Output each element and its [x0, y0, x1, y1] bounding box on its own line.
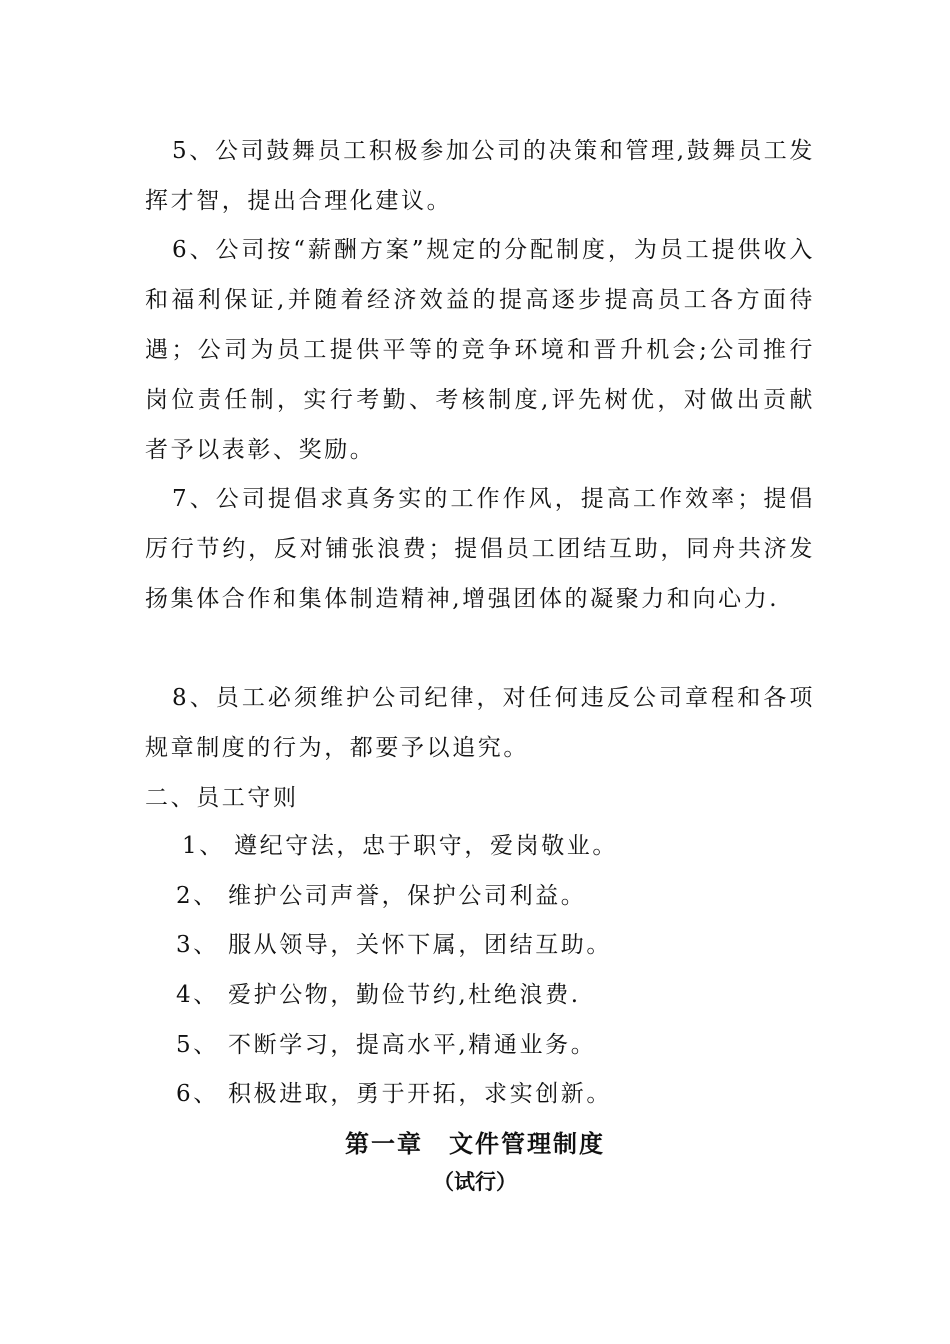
paragraph-item-6: 6、公司按“薪酬方案”规定的分配制度，为员工提供收入和福利保证,并随着经济效益的提高逐步提高员工各方面待遇；公司为员工提供平等的竞争环境和晋升机会;公司推行岗位责任制，实行考勤、考核制度,评先树优，对做出贡献者予以表彰、奖励。 [145, 237, 815, 463]
rule-number: 2、 [176, 883, 219, 909]
section-heading-employee-rules: 二、员工守则 [145, 785, 299, 811]
rule-number: 5、 [176, 1032, 219, 1058]
rule-text: 不断学习，提高水平,精通业务。 [228, 1032, 597, 1058]
rule-number: 6、 [176, 1081, 219, 1107]
rule-item-2 [176, 876, 586, 916]
rule-text: 服从领导，关怀下属，团结互助。 [228, 932, 612, 958]
rule-item-1 [182, 826, 618, 866]
rule-text: 遵纪守法，忠于职守，爱岗敬业。 [234, 833, 618, 859]
rule-text: 积极进取，勇于开拓，求实创新。 [228, 1081, 612, 1107]
chapter-title: 第一章 文件管理制度 [345, 1130, 605, 1158]
paragraph-item-8: 8、员工必须维护公司纪律，对任何违反公司章程和各项规章制度的行为，都要予以追究。 [145, 685, 815, 761]
rule-item-4 [176, 975, 581, 1015]
rule-item-3 [176, 925, 612, 965]
rule-number: 4、 [176, 982, 219, 1008]
rule-item-6 [176, 1074, 612, 1114]
paragraph-item-7: 7、公司提倡求真务实的工作作风，提高工作效率；提倡厉行节约，反对铺张浪费；提倡员工团结互助，同舟共济发扬集体合作和集体制造精神,增强团体的凝聚力和向心力. [145, 486, 815, 612]
chapter-subtitle: （试行） [433, 1170, 517, 1194]
rule-text: 爱护公物，勤俭节约,杜绝浪费. [228, 982, 581, 1008]
rule-number: 1、 [182, 833, 225, 859]
paragraph-item-5: 5、公司鼓舞员工积极参加公司的决策和管理,鼓舞员工发挥才智，提出合理化建议。 [145, 138, 815, 214]
rule-text: 维护公司声誉，保护公司利益。 [228, 883, 587, 909]
rule-number: 3、 [176, 932, 219, 958]
rule-item-5 [176, 1025, 596, 1065]
